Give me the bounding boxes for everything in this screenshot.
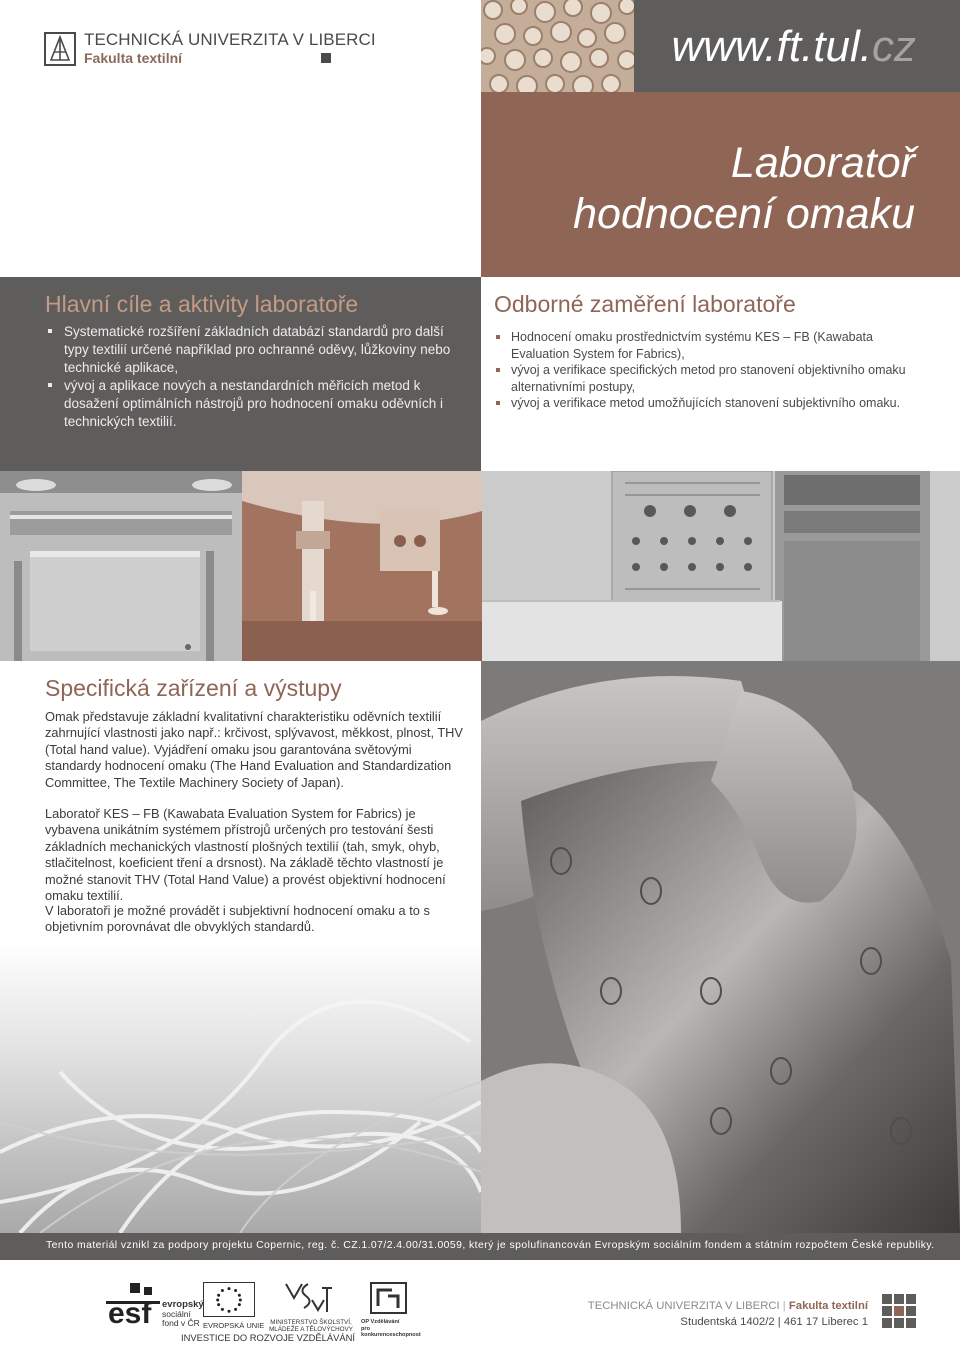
esf-label <box>162 1300 204 1329</box>
footer-address: Studentská 1402/2 | 461 17 Liberec 1 <box>680 1316 868 1328</box>
goals-panel <box>0 277 481 471</box>
esf-label-line2: sociální <box>162 1308 191 1319</box>
title-blank-area <box>0 92 481 277</box>
focus-list-item: Hodnocení omaku prostřednictvím systému KES – FB (Kawabata Evaluation System for Fabrics), <box>494 329 924 362</box>
control-panel-photo <box>482 471 960 661</box>
machine-plate-photo <box>0 471 242 661</box>
specific-paragraph-3: V laboratoři je možné provádět i subjektivní hodnocení omaku a to s objetivním porovnávat dle obvyklých standardů. <box>45 903 430 935</box>
site-url-link[interactable] <box>672 22 917 72</box>
specific-heading: Specifická zařízení a výstupy <box>45 675 342 701</box>
svg-text:esf: esf <box>108 1297 152 1325</box>
eu-label: EVROPSKÁ UNIE <box>203 1321 265 1330</box>
fabric-hand-photo <box>481 661 960 1233</box>
op-logo-icon <box>370 1282 407 1314</box>
goals-list-item: Systematické rozšíření základních databází standardů pro další typy textilií určené například pro ochranné oděvy, lůžkoviny nebo technické aplikace, <box>45 323 469 377</box>
focus-list-item: vývoj a verifikace metod umožňujících stanovení subjektivního omaku. <box>494 395 924 412</box>
fiber-microscope-photo <box>0 942 481 1233</box>
footer-faculty: Fakulta textilní <box>788 1300 868 1312</box>
goals-list-item: vývoj a aplikace nových a nestandardních měřicích metod k dosažení optimálních nástrojů pro hodnocení omaku oděvních i technických textilií. <box>45 377 469 431</box>
esf-logo-icon <box>106 1283 160 1325</box>
footer-separator: | <box>779 1300 789 1312</box>
support-text: Tento materiál vznikl za podpory projektu Copernic, reg. č. CZ.1.07/2.4.00/31.0059, který je spolufinancován Evropským sociálním fondem a státním rozpočtem České republiky. <box>46 1240 935 1251</box>
header-fiber-photo <box>481 0 634 92</box>
msmt-label-line1: MINISTERSTVO ŠKOLSTVÍ, <box>270 1319 352 1326</box>
focus-panel <box>481 277 960 471</box>
op-label-line2: pro konkurenceschopnost <box>361 1325 421 1339</box>
focus-list <box>494 329 924 412</box>
site-url-tld: cz <box>872 22 916 71</box>
footer <box>0 1260 960 1358</box>
specific-paragraph-1: Omak představuje základní kvalitativní charakteristiku oděvních textilií zahrnující vlastnosti jako např.: krčivost, splývavost, měkkost, plnost, THV (Total hand value). Vyjádření omaku jsou garantována světovými standardy hodnocení omaku (The Hand Evaluation and Standardization Committee, The Textile Machinery Society of Japan). <box>45 709 463 790</box>
op-label <box>361 1319 423 1339</box>
university-logo-icon <box>44 32 76 66</box>
op-label-line1: OP Vzdělávání <box>361 1319 400 1325</box>
footer-university <box>588 1300 868 1312</box>
invest-label: INVESTICE DO ROZVOJE VZDĚLÁVÁNÍ <box>181 1332 355 1343</box>
eu-flag-icon <box>203 1282 255 1317</box>
msmt-logo-icon <box>284 1280 332 1316</box>
support-bar <box>0 1233 960 1260</box>
goals-heading: Hlavní cíle a aktivity laboratoře <box>45 291 359 317</box>
focus-heading: Odborné zaměření laboratoře <box>494 291 796 317</box>
page-title-line2: hodnocení omaku <box>573 190 915 238</box>
site-url-main: www.ft.tul. <box>671 22 872 71</box>
specific-paragraph-2: Laboratoř KES – FB (Kawabata Evaluation System for Fabrics) je vybavena unikátním systémem přístrojů určených pro testování šesti základních mechanických vlastností plošných textilií (tah, smyk, ohyb, stlačitelnost, koeficient tření a drsnost). Na základě těchto vlastností je možné stanovit THV (Total Hand Value) a provést objektivní hodnocení omaku textilií. <box>45 806 446 904</box>
goals-list <box>45 323 469 431</box>
university-name: TECHNICKÁ UNIVERZITA V LIBERCI <box>84 30 376 49</box>
esf-label-line1: evropský <box>162 1299 204 1310</box>
esf-label-line3: fond v ČR <box>162 1318 200 1328</box>
header-square-icon <box>321 53 331 63</box>
header-url-panel <box>634 0 960 92</box>
page-title <box>573 138 915 240</box>
title-panel <box>481 92 960 277</box>
title-band <box>0 92 960 277</box>
faculty-name: Fakulta textilní <box>84 50 183 66</box>
lab-photo-strip <box>0 471 960 661</box>
focus-list-item: vývoj a verifikace specifických metod pro stanovení objektivního omaku alternativními postupy, <box>494 362 924 395</box>
page-title-line1: Laboratoř <box>730 139 915 187</box>
header-left <box>0 0 481 92</box>
footer-university-name: TECHNICKÁ UNIVERZITA V LIBERCI <box>587 1300 780 1312</box>
msmt-label-line2: MLÁDEŽE A TĚLOVÝCHOVY <box>269 1326 353 1334</box>
probe-photo <box>242 471 482 661</box>
faculty-grid-logo-icon <box>882 1294 916 1328</box>
